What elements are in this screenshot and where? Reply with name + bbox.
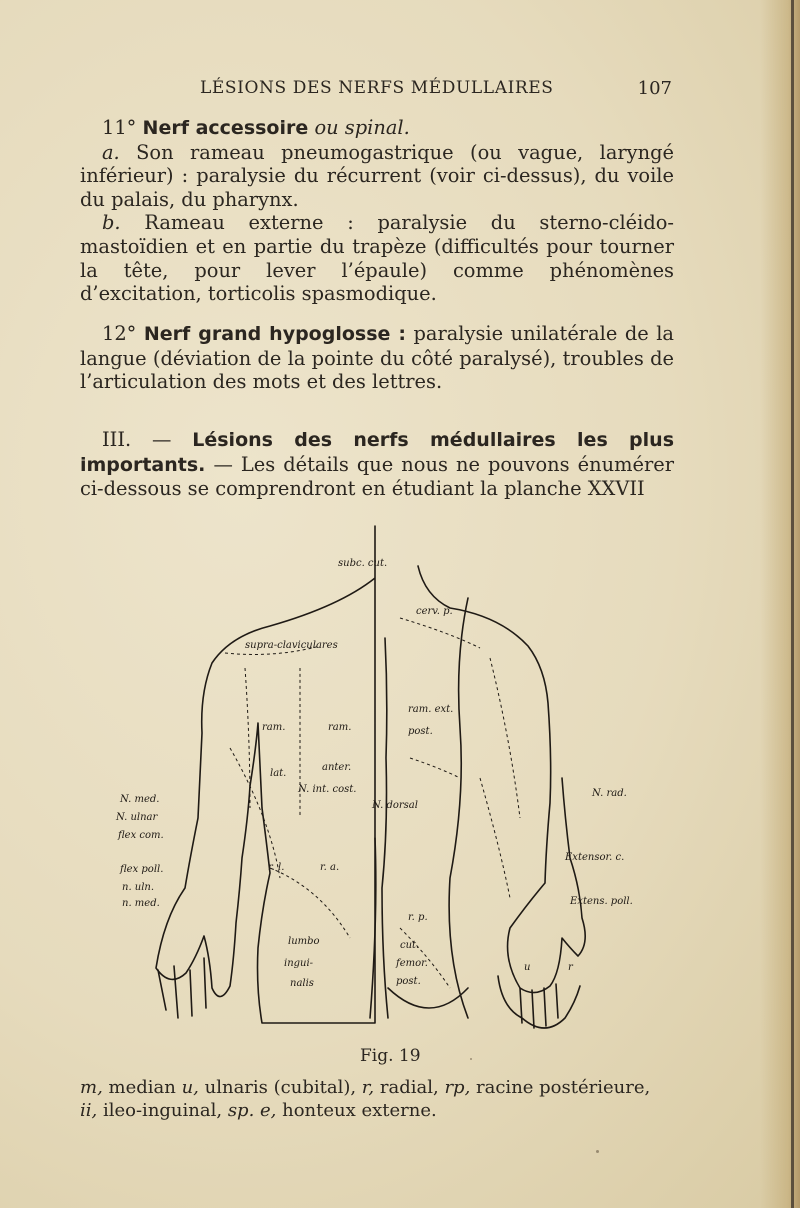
section-12-number: 12° [102, 322, 137, 345]
section-3-text: — Les détails que nous ne pouvons énumérer ci-dessous se comprendront en étudiant la planche XXVII [80, 452, 674, 501]
figure-label: Fig. 19 [360, 1046, 421, 1066]
page-edge-shadow [760, 0, 800, 1208]
caption-line-1 [80, 1076, 674, 1099]
label-extens-poll: Extens. poll. [570, 896, 633, 907]
section-11-title-italic: ou spinal. [314, 116, 410, 139]
label-n-med-2: n. med. [122, 898, 160, 909]
section-12-title: Nerf grand hypoglosse : [143, 323, 406, 345]
caption-rp: rp, [444, 1077, 471, 1098]
section-11-title: Nerf accessoire [142, 117, 309, 139]
label-ram-2: ram. [328, 722, 352, 733]
nerve-territory-illustration [116, 518, 650, 1048]
label-u: u [524, 962, 531, 973]
caption-ii: ii, [80, 1100, 98, 1121]
paragraph-a-text: Son rameau pneumogastrique (ou vague, laryngé inférieur) : paralysie du récurrent (voir ci-dessus), du voile du palais, du pharynx. [80, 140, 674, 211]
section-3-paragraph [80, 428, 674, 501]
section-12 [80, 322, 674, 394]
section-11 [80, 116, 674, 306]
label-ram-1: ram. [262, 722, 286, 733]
caption-m: m, [80, 1077, 103, 1098]
caption-ileo: ileo-inguinal, [97, 1100, 228, 1121]
section-11-paragraph-a [80, 141, 674, 212]
label-post-2: post. [396, 976, 421, 987]
label-cut: cut. [400, 940, 420, 951]
label-r: r [568, 962, 573, 973]
label-n-dorsal: N. dorsal [372, 800, 418, 811]
paper-speck [470, 1058, 472, 1060]
back-body-outline [418, 566, 585, 993]
section-12-text: paralysie unilatérale de la langue (déviation de la pointe du côté paralysé), troubles de l’articulation des mots et des lettres. [80, 322, 674, 394]
label-supra-claviculares-front: supra-claviculares [245, 640, 338, 651]
caption-radial: radial, [374, 1077, 445, 1098]
front-body-outline [156, 526, 375, 1023]
label-extensor-c: Extensor. c. [565, 852, 625, 863]
label-ram-ext: ram. ext. [408, 704, 454, 715]
label-nalis: nalis [290, 978, 314, 989]
caption-ulnaris: ulnaris (cubital), [198, 1077, 362, 1098]
label-anter: anter. [322, 762, 352, 773]
paragraph-b-label: b. [102, 211, 121, 235]
label-ingui: ingui- [284, 958, 314, 969]
label-r-a: r. a. [320, 862, 340, 873]
paragraph-b-text: Rameau externe : paralysie du sterno-cléido-mastoïdien et en partie du trapèze (difficultés pour tourner la tête, pour lever l’épaule) comme phénomènes d’excitation, torticolis spasmodique. [80, 211, 674, 306]
label-lumbo: lumbo [288, 936, 320, 947]
section-3-title: Lésions des nerfs médullaires les plus importants. [80, 429, 675, 476]
label-r-l: r. l. [268, 862, 285, 873]
label-cerv-p: cerv. p. [416, 606, 453, 617]
label-flex-com: flex com. [118, 830, 164, 841]
label-r-p: r. p. [408, 912, 428, 923]
label-n-uln: n. uln. [122, 882, 155, 893]
label-flex-poll: flex poll. [120, 864, 164, 875]
back-hand-outline [498, 976, 580, 1028]
running-head: LÉSIONS DES NERFS MÉDULLAIRES [200, 78, 554, 98]
figure-caption [80, 1076, 674, 1122]
back-spine-line [449, 598, 468, 1018]
anatomical-figure [116, 518, 650, 1048]
caption-u: u, [181, 1077, 199, 1098]
section-11-paragraph-b [80, 211, 674, 305]
label-femor: femor. [396, 958, 428, 969]
label-post: post. [408, 726, 433, 737]
section-11-heading [80, 116, 674, 141]
page-edge-line [791, 0, 794, 1208]
caption-median: median [102, 1077, 182, 1098]
caption-r: r, [361, 1077, 375, 1098]
section-12-paragraph [80, 322, 674, 394]
page-number: 107 [637, 78, 672, 99]
paper-speck [596, 1150, 599, 1153]
label-subc-cut: subc. cut. [338, 558, 388, 569]
label-n-int-cost: N. int. cost. [298, 784, 357, 795]
caption-spe: sp. e, [227, 1100, 277, 1121]
page-header [200, 78, 680, 104]
caption-honteux: honteux externe. [276, 1100, 437, 1121]
section-3-number: III. — [102, 428, 172, 451]
caption-racine: racine postérieure, [470, 1077, 651, 1098]
caption-line-2 [80, 1099, 674, 1122]
paragraph-a-label: a. [102, 140, 120, 164]
label-lat: lat. [270, 768, 287, 779]
section-11-number: 11° [102, 116, 137, 139]
back-buttock-curve [388, 988, 468, 1008]
label-n-ulnar: N. ulnar [116, 812, 158, 823]
label-n-rad: N. rad. [592, 788, 627, 799]
back-torso-line [382, 638, 388, 1018]
label-n-med: N. med. [120, 794, 160, 805]
section-3 [80, 428, 674, 501]
